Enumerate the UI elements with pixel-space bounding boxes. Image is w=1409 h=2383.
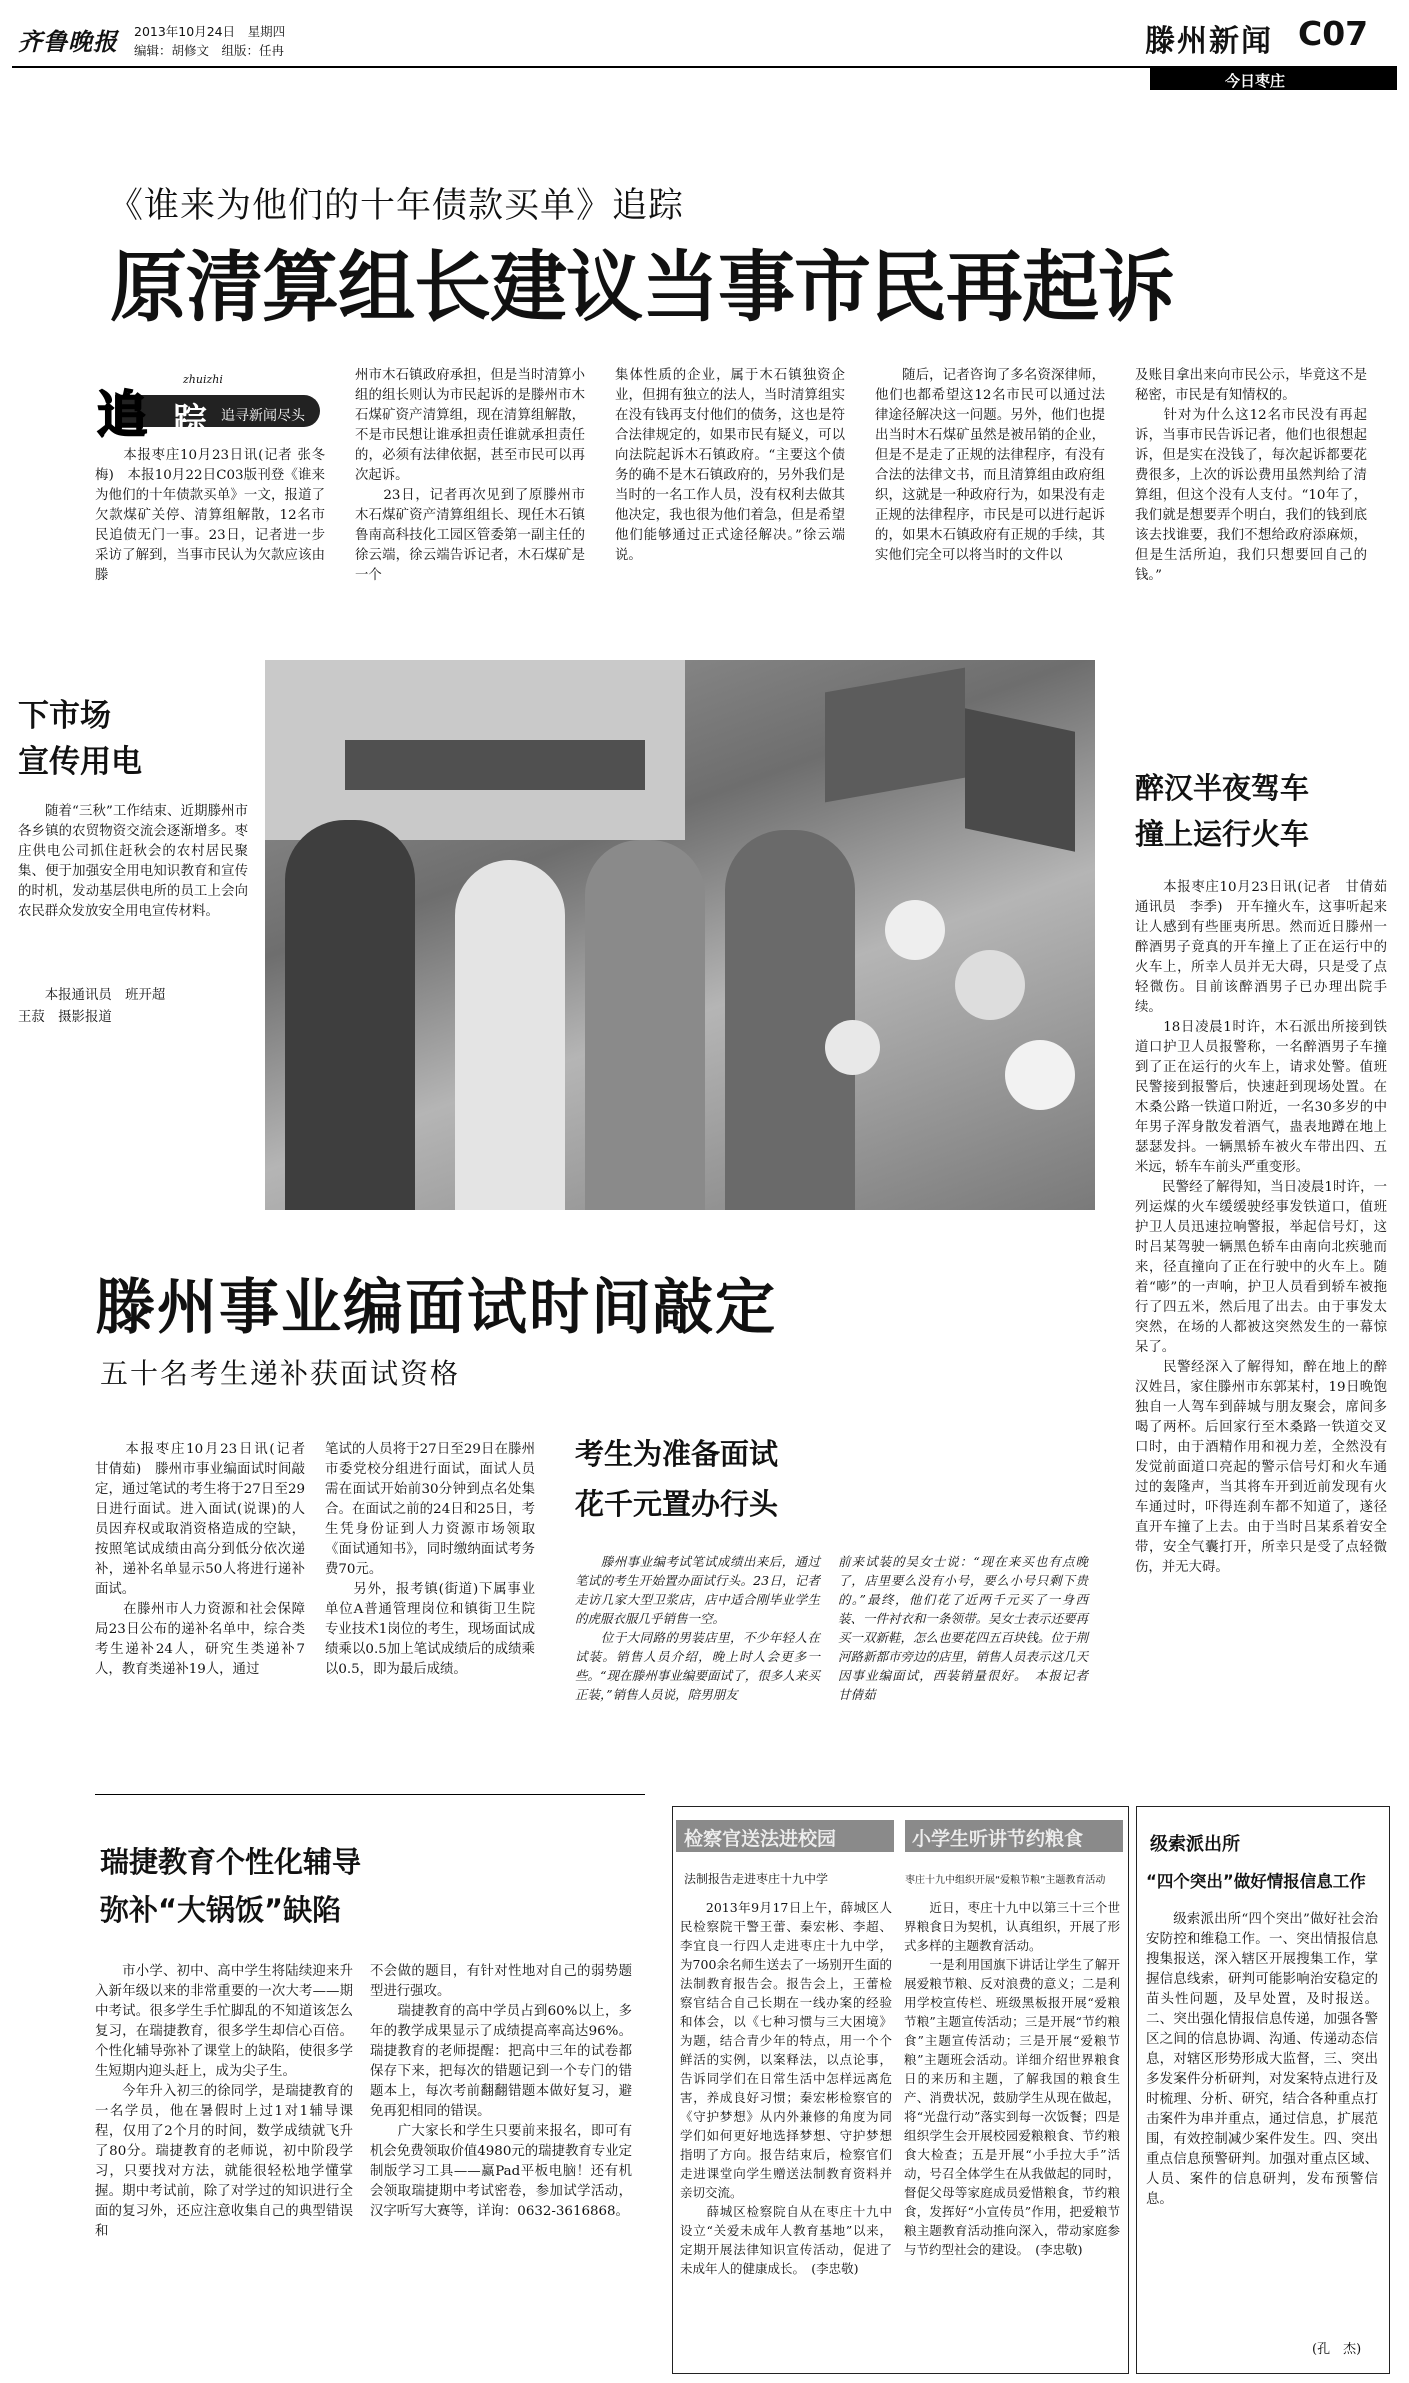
article8-kicker: 级索派出所 [1150, 1834, 1240, 1855]
article1-col4: 随后，记者咨询了多名资深律师，他们也都希望这12名市民可以通过法律途径解决这一问题。另外，他们也提出当时木石煤矿虽然是被吊销的企业，但是不是走了正规的法律程序，有没有合法的法律文书，而且清算组由政府组织，这就是一种政府行为，如果没有走正规的法律程序，市民是可以进行起诉的，如果木石镇政府有正规的手续，其实他们完全可以将当时的文件以 [875, 368, 1105, 563]
editors-line: 编辑：胡修文 组版：任冉 [134, 43, 285, 58]
section-title: 滕州新闻 [1145, 24, 1273, 59]
article7-title-left: 检察官送法进校园 [684, 1828, 837, 1850]
divider-article6 [95, 1794, 645, 1795]
zhuizong-logo [95, 365, 325, 444]
article6-headline-1: 瑞捷教育个性化辅导 [100, 1845, 362, 1879]
article5-headline-1: 考生为准备面试 [575, 1437, 779, 1471]
article7-sub-left: 法制报告走进枣庄十九中学 [684, 1872, 829, 1886]
article1-col2: 州市木石镇政府承担，但是当时清算小组的组长则认为市民起诉的是滕州市木石煤矿资产清算组，现在清算组解散，不是市民想让谁承担责任谁就承担责任的，必须有法律依据，甚至市民可以再次起诉。 23日，记者再次见到了原滕州市木石煤矿资产清算组组长、现任木石镇鲁南高科技化工园区管委第一副主任的徐云端，徐云端告诉记者，木石煤矿是一个 [355, 368, 585, 583]
photo-balloon [1005, 1040, 1075, 1110]
photo-person [455, 860, 565, 1210]
article1-col5: 及账目拿出来向市民公示，毕竟这不是秘密，市民是有知情权的。 针对为什么这12名市民没有再起诉，当事市民告诉记者，他们也很想起诉，但是实在没钱了，每次起诉都要花费很多，上次的诉讼费用虽然判给了清算组，但这个没有人支付。“10年了，我们就是想要弄个明白，我们的钱到底该去找谁要，我们不想给政府添麻烦，但是生活所迫，我们只想要回自己的钱。” [1135, 368, 1367, 583]
article7-col1: 2013年9月17日上午，薛城区人民检察院干警王蕾、秦宏彬、李超、李宜良一行四人走进枣庄十九中学，为700余名师生送去了一场别开生面的法制教育报告会。报告会上，王蕾检察官结合自己长期在一线办案的经验和体会，以《七种习惯与三大困境》为题，结合青少年的特点，用一个个鲜活的实例，以案释法，以点论事，告诉同学们在日常生活中怎样远离危害，养成良好习惯；秦宏彬检察官的《守护梦想》从内外兼修的角度为同学们如何更好地选择梦想、守护梦想指明了方向。报告结束后，检察官们走进课堂向学生赠送法制教育资料并亲切交流。 薛城区检察院自从在枣庄十九中设立“关爱未成年人教育基地”以来，定期开展法律知识宣传活动，促进了未成年人的健康成长。 (李忠敬) [680, 1900, 892, 2276]
article3-headline-1: 醉汉半夜驾车 [1135, 771, 1310, 805]
photo-flag [965, 708, 1075, 851]
photo-balloon [825, 1020, 880, 1075]
article5-col2: 前来试装的吴女士说：“现在来买也有点晚了，店里要么没有小号，要么小号只剩下贵的。”最终，他们花了近两千元买了一身西装、一件衬衣和一条领带。吴女士表示还要再买一双新鞋，怎么也要花四五百块钱。位于荆河路新都市旁边的店里，销售人员表示这几天因事业编面试，西装销量很好。 本报记者 甘倩茹 [838, 1554, 1101, 1702]
article6-col2: 不会做的题目，有针对性地对自己的弱势题型进行强攻。 瑞捷教育的高中学员占到60%以上，多年的教学成果显示了成绩提高率高达96%。瑞捷教育的老师提醒：把高中三年的试卷都保存下来，把每次的错题记到一个专门的错题本上，每次考前翻翻错题本做好复习，避免再犯相同的错误。 广大家长和学生只要前来报名，即可有机会免费领取价值4980元的瑞捷教育专业定制版学习工具——赢Pad平板电脑！还有机会领取瑞捷期中考试密卷，参加试学活动，汉字听写大赛等，详询：0632-3616868。 [370, 1964, 632, 2219]
news-photo [265, 660, 1095, 1210]
article2-credit-2: 王菽 摄影报道 [18, 1010, 112, 1025]
article2-credit-1: 本报通讯员 班开超 [18, 988, 166, 1003]
photo-storefront [345, 740, 645, 790]
article8-body: 级索派出所“四个突出”做好社会治安防控和维稳工作。一、突出情报信息搜集报送，深入辖区开展搜集工作，掌握信息线索，研判可能影响治安稳定的苗头性问题，及早处置，及时报送。二、突出强化情报信息传递，加强各警区之间的信息协调、沟通、传递动态信息，对辖区形势形成大监督，三、突出多发案件分析研判，对发案特点进行及时梳理、分析、研究，结合各种重点打击案件为串并重点，通过信息，扩展范围，有效控制减少案件发生。四、突出重点信息预警研判。加强对重点区域、人员、案件的信息研判，发布预警信息。 [1146, 1912, 1378, 2207]
article2-headline-1: 下市场 [18, 698, 111, 734]
article2-body: 随着“三秋”工作结束、近期滕州市各乡镇的农贸物资交流会逐渐增多。枣庄供电公司抓住赶秋会的农村居民聚集、便于加强安全用电知识教育和宣传的时机，发动基层供电所的员工上会向农民群众发放安全用电宣传材料。 [18, 804, 248, 919]
article4-col1: 本报枣庄10月23日讯(记者 甘倩茹) 滕州市事业编面试时间敲定，通过笔试的考生将于27日至29日进行面试。进入面试(说课)的人员因弃权或取消资格造成的空缺，按照笔试成绩由高分到低分依次递补，递补名单显示50人将进行递补面试。 在滕州市人力资源和社会保障局23日公布的递补名单中，综合类考生递补24人，研究生类递补7人，教育类递补19人，通过 [95, 1442, 305, 1677]
page-number: C07 [1298, 14, 1369, 53]
article5-col1: 滕州事业编考试笔试成绩出来后，通过笔试的考生开始置办面试行头。23日，记者走访几家大型卫浆店，店中适合刚毕业学生的虎服衣服几乎销售一空。 位于大同路的男装店里，不少年轻人在试装。销售人员介绍，晚上时人会更多一些。“现在滕州事业编要面试了，很多人来买正装，”销售人员说，陪男朋友 [575, 1554, 820, 1702]
photo-person [585, 840, 705, 1210]
paper-logo: 齐鲁晚报 [18, 27, 118, 56]
logo-char-zhui: 追 [97, 385, 147, 444]
article1-kicker: 《谁来为他们的十年债款买单》追踪 [108, 186, 685, 226]
article1-headline: 原清算组长建议当事市民再起诉 [110, 244, 1174, 333]
section-subtitle: 今日枣庄 [1225, 72, 1286, 90]
article1-col1: 本报枣庄10月23日讯(记者 张冬梅) 本报10月22日C03版刊登《谁来为他们的十年债款买单》一文，报道了欠款煤矿关停、清算组解散，12名市民追债无门一事。23日，记者进一步采访了解到，当事市民认为欠款应该由滕 [95, 448, 325, 583]
article4-headline: 滕州事业编面试时间敲定 [95, 1273, 777, 1343]
logo-char-zong: 踪 [173, 401, 207, 441]
article7-sub-right: 枣庄十九中组织开展“爱粮节粮”主题教育活动 [905, 1875, 1106, 1886]
article8-credit: (孔 杰) [1312, 2342, 1362, 2357]
logo-tagline: 追寻新闻尽头 [221, 408, 305, 424]
article4-col2: 笔试的人员将于27日至29日在滕州市委党校分组进行面试，面试人员需在面试开始前30分钟到点名处集合。在面试之前的24日和25日，考生凭身份证到人力资源市场领取《面试通知书》，同时缴纳面试考务费70元。 另外，报考镇(街道)下属事业单位A普通管理岗位和镇街卫生院专业技术1岗位的考生，现场面试成绩乘以0.5加上笔试成绩后的成绩乘以0.5，即为最后成绩。 [325, 1442, 535, 1677]
logo-pinyin: zhuizhi [183, 373, 223, 386]
photo-balloon [885, 900, 945, 960]
photo-balloon [955, 950, 1025, 1020]
article7-title-right: 小学生听讲节约粮食 [912, 1828, 1084, 1850]
article5-headline-2: 花千元置办行头 [575, 1487, 779, 1521]
photo-flag [825, 668, 965, 803]
article2-headline-2: 宣传用电 [18, 744, 142, 780]
article4-subhead: 五十名考生递补获面试资格 [100, 1357, 461, 1390]
date-line: 2013年10月24日 星期四 [134, 24, 286, 39]
article6-headline-2: 弥补“大锅饭”缺陷 [100, 1893, 342, 1927]
article6-col1: 市小学、初中、高中学生将陆续迎来升入新年级以来的非常重要的一次大考——期中考试。很多学生手忙脚乱的不知道该怎么复习，在瑞捷教育，很多学生却信心百倍。个性化辅导弥补了课堂上的缺陷，使很多学生短期内迎头赶上，成为尖子生。 今年升入初三的徐同学，是瑞捷教育的一名学员，他在暑假时上过1对1辅导课程，仅用了2个月的时间，数学成绩就飞升了80分。瑞捷教育的老师说，初中阶段学习，只要找对方法，就能很轻松地学懂掌握。期中考试前，除了对学过的知识进行全面的复习外，还应注意收集自己的典型错误和 [95, 1964, 353, 2239]
article8-headline: “四个突出”做好情报信息工作 [1146, 1872, 1366, 1891]
photo-person [285, 820, 415, 1210]
article7-col2: 近日，枣庄十九中以第三十三个世界粮食日为契机，认真组织，开展了形式多样的主题教育活动。 一是利用国旗下讲话让学生了解开展爱粮节粮、反对浪费的意义；二是利用学校宣传栏、班级黑板报开展“爱粮节粮”主题宣传活动；三是开展“节约粮食”主题宣传活动；三是开展“爱粮节粮”主题班会活动。详细介绍世界粮食日的来历和主题，了解我国的粮食生产、消费状况，鼓励学生从现在做起，将“光盘行动”落实到每一次饭餐；四是组织学生会开展校园爱粮粮食、节约粮食大检查；五是开展“小手拉大手”活动，号召全体学生在从我做起的同时，督促父母等家庭成员爱惜粮食，节约粮食，发挥好“小宣传员”作用，把爱粮节粮主题教育活动推向深入，带动家庭参与节约型社会的建设。 (李忠敬) [904, 1900, 1120, 2257]
photo-person [725, 830, 855, 1210]
article1-col3: 集体性质的企业，属于木石镇独资企业，但拥有独立的法人，当时清算组实在没有钱再支付他们的债务，这也是符合法律规定的，如果市民有疑义，可以向法院起诉木石镇政府。“主要这个债务的确不是木石镇政府的，另外我们是当时的一名工作人员，没有权利去做其他决定，我也很为他们着急，但是希望他们能够通过正式途径解决。”徐云端说。 [615, 368, 845, 563]
article3-headline-2: 撞上运行火车 [1135, 817, 1310, 851]
article3-body: 本报枣庄10月23日讯(记者 甘倩茹 通讯员 李季) 开车撞火车，这事听起来让人感到有些匪夷所思。然而近日滕州一醉酒男子竟真的开车撞上了正在运行中的火车上，所幸人员并无大碍，只是受了点轻微伤。目前该醉酒男子已办理出院手续。 18日凌晨1时许，木石派出所接到铁道口护卫人员报警称，一名醉酒男子车撞到了正在运行的火车上，请求处警。值班民警接到报警后，快速赶到现场处置。在木桑公路一铁道口附近，一名30多岁的中年男子浑身散发着酒气，蛊表地蹲在地上瑟瑟发抖。一辆黑轿车被火车带出四、五米远，轿车车前头严重变形。 民警经了解得知，当日凌晨1时许，一列运煤的火车缓缓驶经事发铁道口，值班护卫人员迅速拉响警报，举起信号灯，这时吕某驾驶一辆黑色轿车由南向北疾驰而来，径直撞向了正在行驶中的火车上。随着“嘭”的一声响，护卫人员看到轿车被拖行了四五米，然后甩了出去。由于事发太突然，在场的人都被这突然发生的一幕惊呆了。 民警经深入了解得知，醉在地上的醉汉姓吕，家住滕州市东郭某村，19日晚饱独自一人驾车到薛城与朋友聚会，席间多喝了两杯。后回家行至木桑路一铁道交叉口时，由于酒精作用和视力差，全然没有发觉前面道口亮起的警示信号灯和火车通过的轰隆声，当其将车开到近前发现有火车通过时，吓得连刹车都不知道了，遂径直开车撞了上去。由于当时吕某系着安全带，安全气囊打开，所幸只是受了点轻微伤，并无大碍。 [1135, 880, 1387, 1575]
